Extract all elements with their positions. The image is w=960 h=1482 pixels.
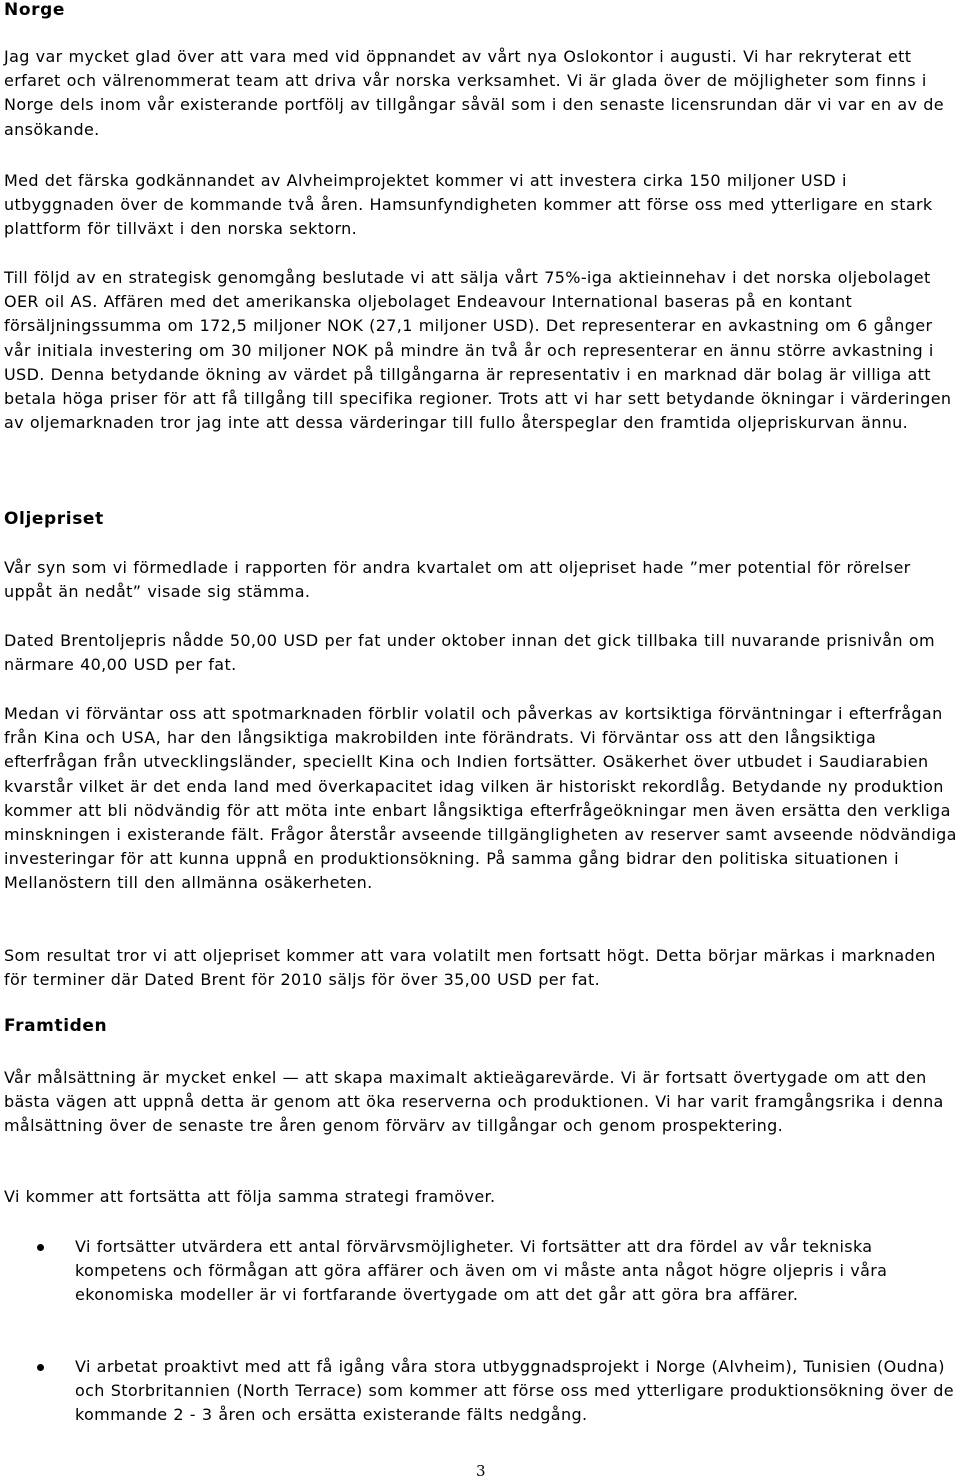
bullet-item [4,1235,956,1308]
bullet-text: Vi arbetat proaktivt med att få igång våra stora utbyggnadsprojekt i Norge (Alvheim), Tunisien (Oudna) och Storbritannien (North Terrace) som kommer att förse oss med ytterligare produktionsökning över de kommande 2 - 3 åren och ersätta existerande fälts nedgång. [75,1357,954,1425]
section-heading-norge: Norge [4,0,65,20]
paragraph: Vår syn som vi förmedlade i rapporten för andra kvartalet om att oljepriset hade ”mer potential för rörelser uppåt än nedåt” visade sig stämma. [4,558,911,602]
paragraph: Vår målsättning är mycket enkel — att skapa maximalt aktieägarevärde. Vi är fortsatt övertygade om att den bästa vägen att uppnå detta är genom att öka reserverna och produktionen. Vi har varit framgångsrika i denna målsättning över de senaste tre åren genom förvärv av tillgångar och genom prospektering. [4,1068,944,1136]
bullet-icon [37,1364,44,1371]
bullet-list [4,1235,956,1308]
bullet-icon [37,1244,44,1251]
paragraph: Med det färska godkännandet av Alvheimprojektet kommer vi att investera cirka 150 miljoner USD i utbyggnaden över de kommande två åren. Hamsunfyndigheten kommer att förse oss med ytterligare en stark plattform för tillväxt i den norska sektorn. [4,171,933,239]
paragraph: Vi kommer att fortsätta att följa samma strategi framöver. [4,1187,496,1206]
bullet-text: Vi fortsätter utvärdera ett antal förvärvsmöjligheter. Vi fortsätter att dra fördel av vår tekniska kompetens och förmågan att göra affärer och även om vi måste anta något högre oljepris i våra ekonomiska modeller är vi fortfarande övertygade om att det går att göra bra affärer. [75,1237,888,1305]
bullet-item [4,1355,956,1428]
paragraph: Medan vi förväntar oss att spotmarknaden förblir volatil och påverkas av kortsiktiga förväntningar i efterfrågan från Kina och USA, har den långsiktiga makrobilden inte förändrats. Vi förväntar oss att den långsiktiga efterfrågan från utvecklingsländer, speciellt Kina och Indien fortsätter. Osäkerhet över utbudet i Saudiarabien kvarstår vilket är det enda land med överkapacitet idag vilken är historiskt rekordlåg. Betydande ny produktion kommer att bli nödvändig för att möta inte enbart långsiktiga efterfrågeökningar men även ersätta den verkliga minskningen i existerande fält. Frågor återstår avseende tillgängligheten av reserver samt avseende nödvändiga investeringar för att kunna uppnå en produktionsökning. På samma gång bidrar den politiska situationen i Mellanöstern till den allmänna osäkerheten. [4,704,957,893]
paragraph: Jag var mycket glad över att vara med vid öppnandet av vårt nya Oslokontor i augusti. Vi har rekryterat ett erfaret och välrenommerat team att driva vår norska verksamhet. Vi är glada över de möjligheter som finns i Norge dels inom vår existerande portfölj av tillgångar såväl som i den senaste licensrundan där vi var en av de ansökande. [4,47,944,139]
section-heading-oljepriset: Oljepriset [4,509,104,529]
paragraph: Dated Brentoljepris nådde 50,00 USD per fat under oktober innan det gick tillbaka till nuvarande prisnivån om närmare 40,00 USD per fat. [4,631,935,675]
page-number: 3 [476,1462,486,1480]
paragraph: Till följd av en strategisk genomgång beslutade vi att sälja vårt 75%-iga aktieinnehav i det norska oljebolaget OER oil AS. Affären med det amerikanska oljebolaget Endeavour International baseras på en kontant försäljningssumma om 172,5 miljoner NOK (27,1 miljoner USD). Det representerar en avkastning om 6 gånger vår initiala investering om 30 miljoner NOK på mindre än två år och representerar en ännu större avkastning i USD. Denna betydande ökning av värdet på tillgångarna är representativ i en marknad där bolag är villiga att betala höga priser för att få tillgång till specifika regioner. Trots att vi har sett betydande ökningar i värderingen av oljemarknaden tror jag inte att dessa värderingar till fullo återspeglar den framtida oljepriskurvan ännu. [4,268,952,433]
bullet-list [4,1355,956,1428]
paragraph: Som resultat tror vi att oljepriset kommer att vara volatilt men fortsatt högt. Detta börjar märkas i marknaden för terminer där Dated Brent för 2010 säljs för över 35,00 USD per fat. [4,946,936,990]
section-heading-framtiden: Framtiden [4,1016,108,1036]
